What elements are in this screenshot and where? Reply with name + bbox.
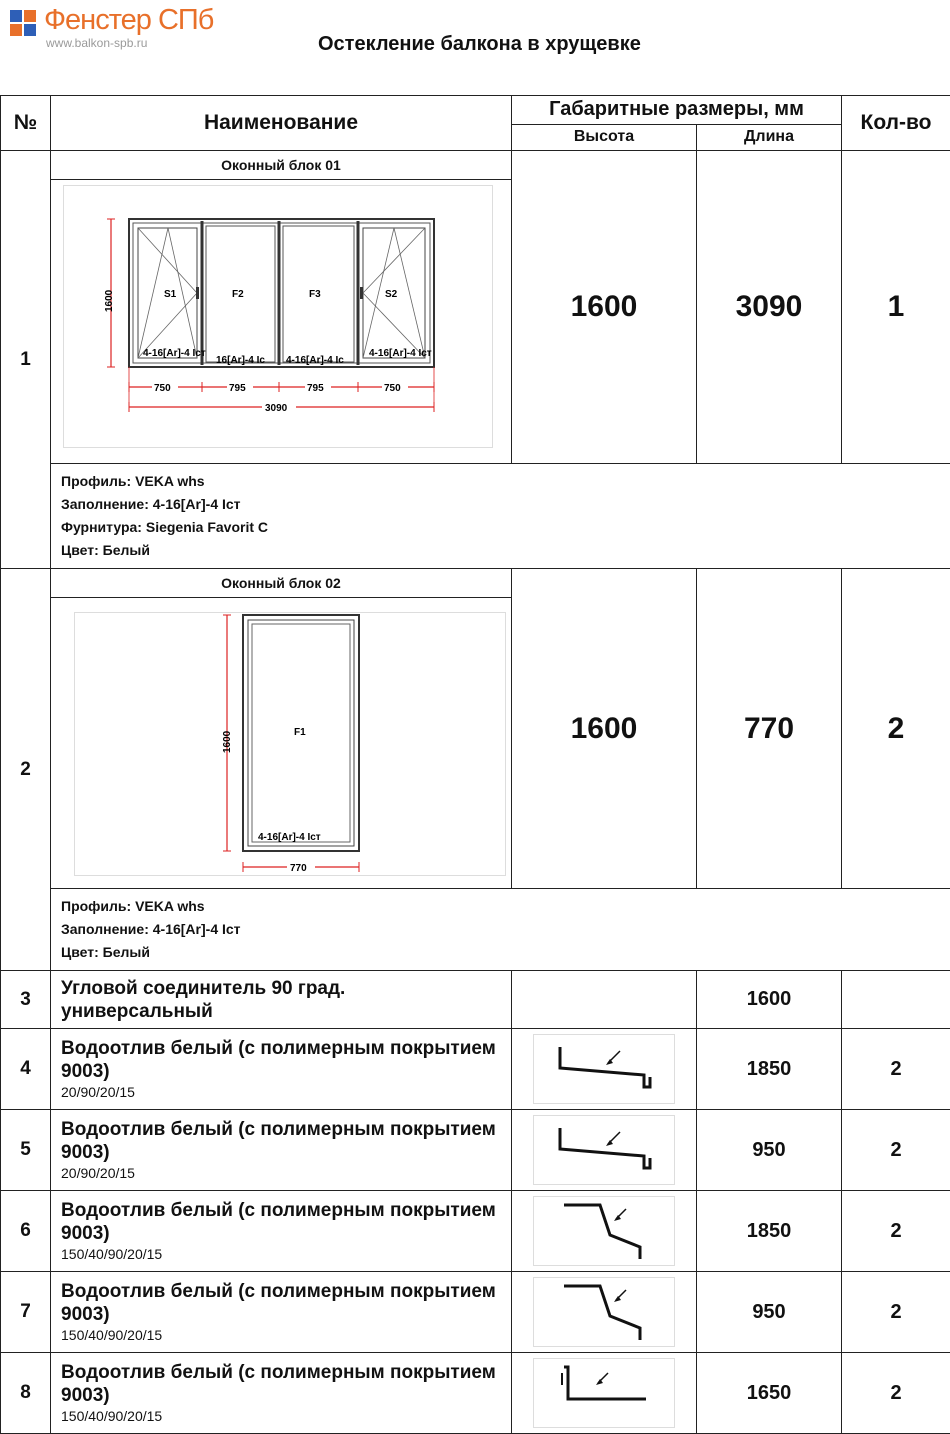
logo-url[interactable]: www.balkon-spb.ru [46,36,147,50]
item-dimensions: 150/40/90/20/15 [61,1245,501,1263]
row-number: 3 [1,971,51,1029]
width-dimension: 795 [229,383,246,394]
row-qty: 1 [842,151,950,464]
item-name [51,1272,512,1353]
row-length: 1650 [697,1353,842,1434]
table-row [1,1029,950,1110]
item-name [51,1110,512,1191]
glass-label: 4-16[Ar]-4 Iст [143,348,206,359]
item-title: Водоотлив белый (с полимерным покрытием 9003) [61,1281,496,1325]
block-title: Оконный блок 02 [51,569,512,598]
header-length: Длина [697,124,842,150]
row-length: 950 [697,1272,842,1353]
item-title: Водоотлив белый (с полимерным покрытием 9003) [61,1119,496,1163]
row-qty: 2 [842,1272,950,1353]
item-dimensions: 150/40/90/20/15 [61,1326,501,1344]
block-properties [51,889,950,971]
width-dimension: 770 [290,863,307,874]
row-number: 7 [1,1272,51,1353]
block-properties [51,464,950,569]
row-number: 2 [1,569,51,971]
row-length: 1600 [697,971,842,1029]
row-qty: 2 [842,1110,950,1191]
width-dimension: 795 [307,383,324,394]
table-header-row [1,96,950,125]
table-row [1,971,950,1029]
row-height [512,971,697,1029]
drip-profile-step-icon [533,1277,675,1347]
item-dimensions: 20/90/20/15 [61,1164,501,1182]
window-02-diagram [75,613,505,875]
table-row [1,1353,950,1434]
total-width-dimension: 3090 [265,403,288,414]
header-qty: Кол-во [842,96,950,151]
table-row [1,1191,950,1272]
height-dimension: 1600 [222,730,233,753]
row-qty: 2 [842,1029,950,1110]
property-color: Цвет: Белый [61,941,940,964]
glass-label: 16[Ar]-4 Iс [216,355,265,366]
item-name [51,971,512,1029]
item-dimensions: 20/90/20/15 [61,1083,501,1101]
property-color: Цвет: Белый [61,539,940,562]
item-title: Водоотлив белый (с полимерным покрытием 9003) [61,1200,496,1244]
window-drawing-cell [51,180,512,464]
profile-image-cell [512,1353,697,1434]
item-dimensions: 150/40/90/20/15 [61,1407,501,1425]
page-title: Остекление балкона в хрущевке [318,33,641,56]
row-length: 770 [697,569,842,889]
row-length: 3090 [697,151,842,464]
glass-label: 4-16[Ar]-4 Iст [258,832,321,843]
table-row [1,151,950,180]
width-dimension: 750 [154,383,171,394]
row-number: 4 [1,1029,51,1110]
row-qty: 2 [842,1353,950,1434]
drip-profile-flat-icon [533,1034,675,1104]
sash-label: F3 [309,289,321,300]
header-height: Высота [512,124,697,150]
profile-image-cell [512,1110,697,1191]
row-number: 1 [1,151,51,569]
sash-label: S2 [385,289,398,300]
drip-profile-flat-icon [533,1115,675,1185]
window-01-diagram [64,186,492,447]
glass-label: 4-16[Ar]-4 Iс [286,355,344,366]
profile-image-cell [512,1029,697,1110]
row-number: 8 [1,1353,51,1434]
logo-text: Фенстер СПб [44,4,213,37]
table-row [1,1272,950,1353]
property-hardware: Фурнитура: Siegenia Favorit C [61,516,940,539]
row-height: 1600 [512,151,697,464]
height-dimension: 1600 [104,289,115,312]
width-dimension: 750 [384,383,401,394]
table-row [1,569,950,598]
item-title: Водоотлив белый (с полимерным покрытием 9003) [61,1038,496,1082]
sash-label: F1 [294,727,306,738]
row-height: 1600 [512,569,697,889]
drip-profile-hook-icon [533,1358,675,1428]
table-row [1,1110,950,1191]
item-title: Угловой соединитель 90 град. универсальный [61,978,345,1022]
table-row-props [1,464,950,569]
header-num: № [1,96,51,151]
glass-label: 4-16[Ar]-4 Iст [369,348,432,359]
property-filling: Заполнение: 4-16[Ar]-4 Iст [61,918,940,941]
property-filling: Заполнение: 4-16[Ar]-4 Iст [61,493,940,516]
item-name [51,1029,512,1110]
company-logo[interactable] [10,8,230,52]
row-qty: 2 [842,1191,950,1272]
item-name [51,1191,512,1272]
property-profile: Профиль: VEKA whs [61,470,940,493]
row-number: 6 [1,1191,51,1272]
window-drawing [63,185,493,448]
item-name [51,1353,512,1434]
row-qty: 2 [842,569,950,889]
sash-label: F2 [232,289,244,300]
row-length: 1850 [697,1191,842,1272]
page-header [0,0,950,95]
table-row-props [1,889,950,971]
property-profile: Профиль: VEKA whs [61,895,940,918]
header-name: Наименование [51,96,512,151]
row-length: 950 [697,1110,842,1191]
window-drawing-cell [51,598,512,889]
window-drawing [74,612,506,876]
row-length: 1850 [697,1029,842,1110]
profile-image-cell [512,1272,697,1353]
header-dims: Габаритные размеры, мм [512,96,842,125]
row-number: 5 [1,1110,51,1191]
logo-squares-icon [10,10,38,38]
specification-table [0,95,950,1434]
item-title: Водоотлив белый (с полимерным покрытием 9003) [61,1362,496,1406]
block-title: Оконный блок 01 [51,151,512,180]
drip-profile-step-icon [533,1196,675,1266]
sash-label: S1 [164,289,177,300]
row-qty [842,971,950,1029]
profile-image-cell [512,1191,697,1272]
